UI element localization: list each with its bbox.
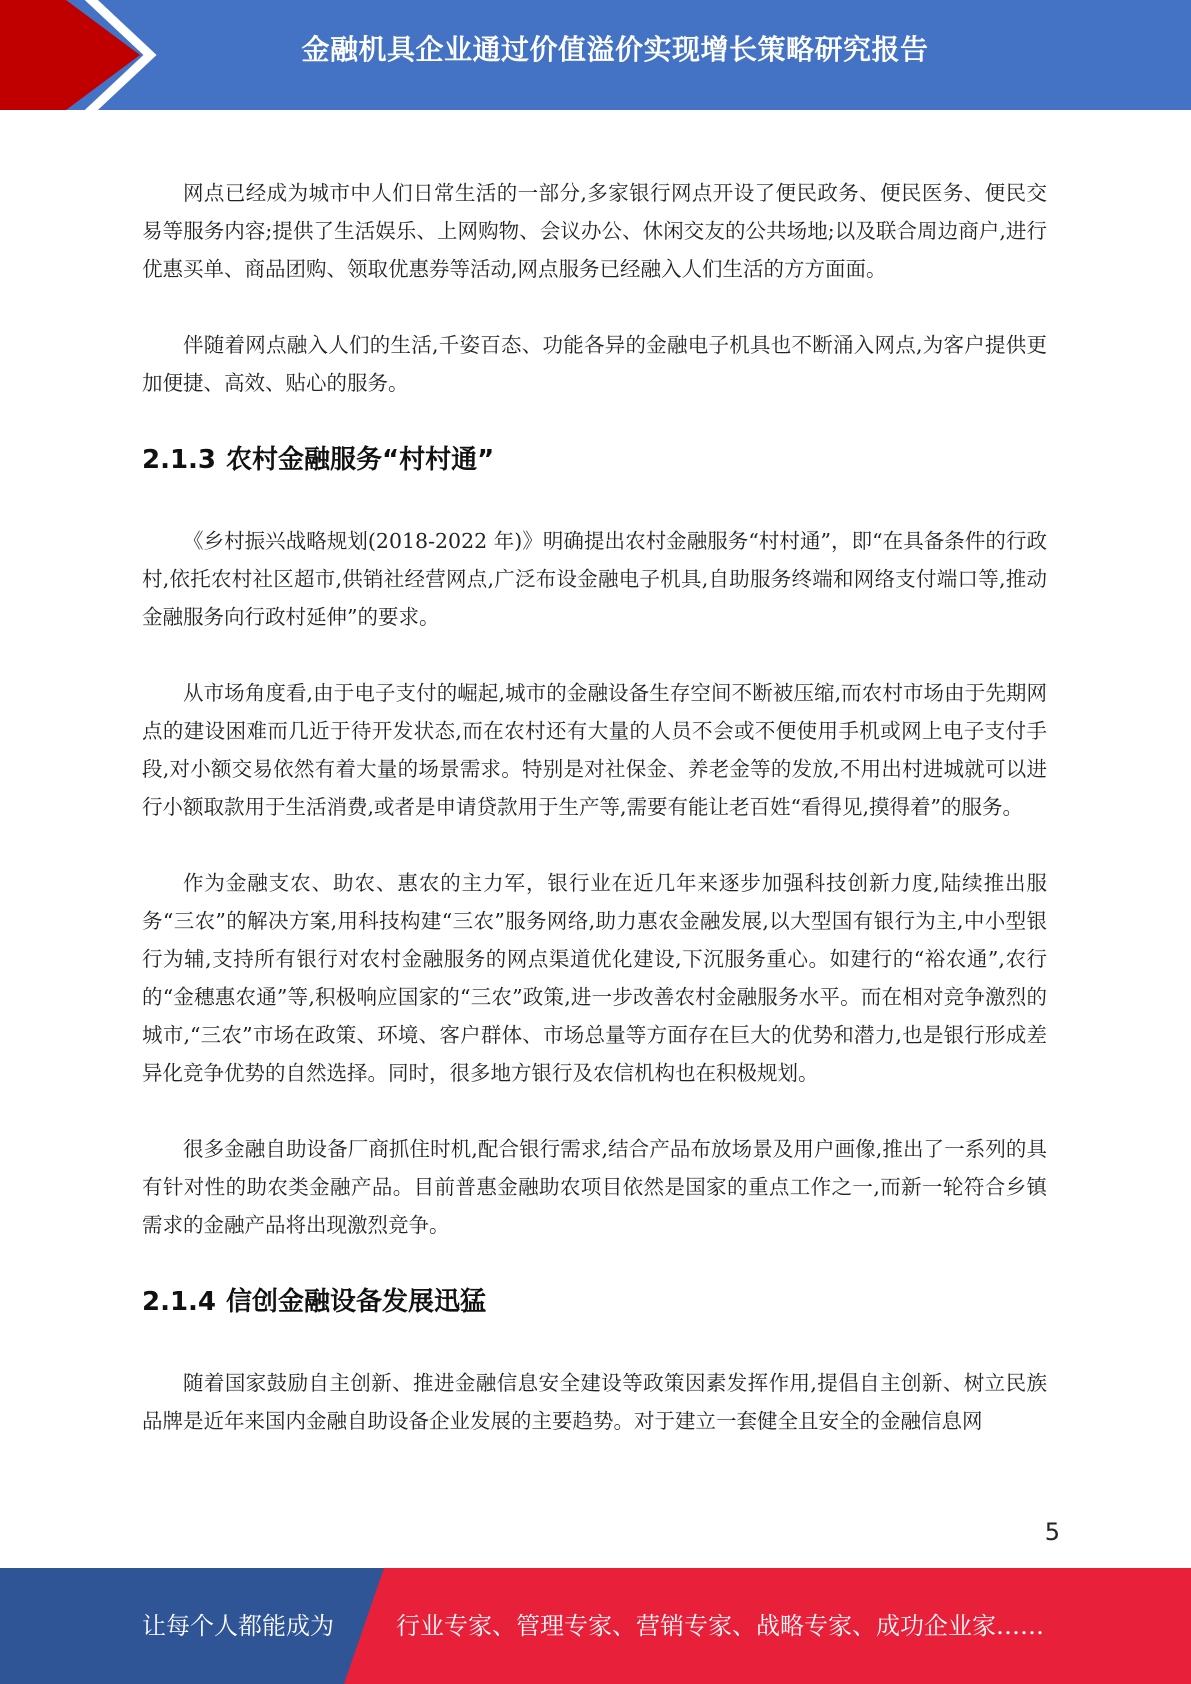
section-number: 2.1.3 [142,445,217,475]
report-title: 金融机具企业通过价值溢价实现增长策略研究报告 [301,33,929,66]
page-number: 5 [1044,1518,1060,1546]
footer-slogan-left: 让每个人都能成为 [142,1612,334,1640]
paragraph: 网点已经成为城市中人们日常生活的一部分,多家银行网点开设了便民政务、便民医务、便民交易等服务内容;提供了生活娱乐、上网购物、会议办公、休闲交友的公共场地;以及联合周边商户,进行优惠买单、商品团购、领取优惠券等活动,网点服务已经融入人们生活的方方面面。 [142,181,1047,281]
paragraph: 《乡村振兴战略规划(2018-2022 年)》明确提出农村金融服务“村村通”，即“在具备条件的行政村,依托农村社区超市,供销社经营网点,广泛布设金融电子机具,自助服务终端和网络支付端口等,推动金融服务向行政村延伸”的要求。 [142,529,1047,629]
paragraph: 作为金融支农、助农、惠农的主力军，银行业在近几年来逐步加强科技创新力度,陆续推出服务“三农”的解决方案,用科技构建“三农”服务网络,助力惠农金融发展,以大型国有银行为主,中小型银行为辅,支持所有银行对农村金融服务的网点渠道优化建设,下沉服务重心。如建行的“裕农通”,农行的“金穗惠农通”等,积极响应国家的“三农”政策,进一步改善农村金融服务水平。而在相对竞争激烈的城市,“三农”市场在政策、环境、客户群体、市场总量等方面存在巨大的优势和潜力,也是银行形成差异化竞争优势的自然选择。同时，很多地方银行及农信机构也在积极规划。 [142,871,1047,1085]
paragraph: 伴随着网点融入人们的生活,千姿百态、功能各异的金融电子机具也不断涌入网点,为客户提供更加便捷、高效、贴心的服务。 [142,333,1047,395]
page-footer [0,1568,1191,1684]
section-number: 2.1.4 [142,1287,217,1317]
section-title: 农村金融服务“村村通” [226,445,495,475]
page-header [0,0,1191,110]
paragraph: 很多金融自助设备厂商抓住时机,配合银行需求,结合产品布放场景及用户画像,推出了一系列的具有针对性的助农类金融产品。目前普惠金融助农项目依然是国家的重点工作之一,而新一轮符合乡镇需求的金融产品将出现激烈竞争。 [142,1137,1047,1237]
footer-slogan-right: 行业专家、管理专家、营销专家、战略专家、成功企业家…… [396,1612,1044,1640]
main-content [142,174,1047,1478]
section-heading-2-1-3 [142,440,1047,480]
section-title: 信创金融设备发展迅猛 [226,1287,487,1317]
section-heading-2-1-4 [142,1282,1047,1322]
paragraph: 随着国家鼓励自主创新、推进金融信息安全建设等政策因素发挥作用,提倡自主创新、树立民族品牌是近年来国内金融自助设备企业发展的主要趋势。对于建立一套健全且安全的金融信息网 [142,1371,1047,1433]
paragraph: 从市场角度看,由于电子支付的崛起,城市的金融设备生存空间不断被压缩,而农村市场由于先期网点的建设困难而几近于待开发状态,而在农村还有大量的人员不会或不便使用手机或网上电子支付手段,对小额交易依然有着大量的场景需求。特别是对社保金、养老金等的发放,不用出村进城就可以进行小额取款用于生活消费,或者是申请贷款用于生产等,需要有能让老百姓“看得见,摸得着”的服务。 [142,681,1047,819]
